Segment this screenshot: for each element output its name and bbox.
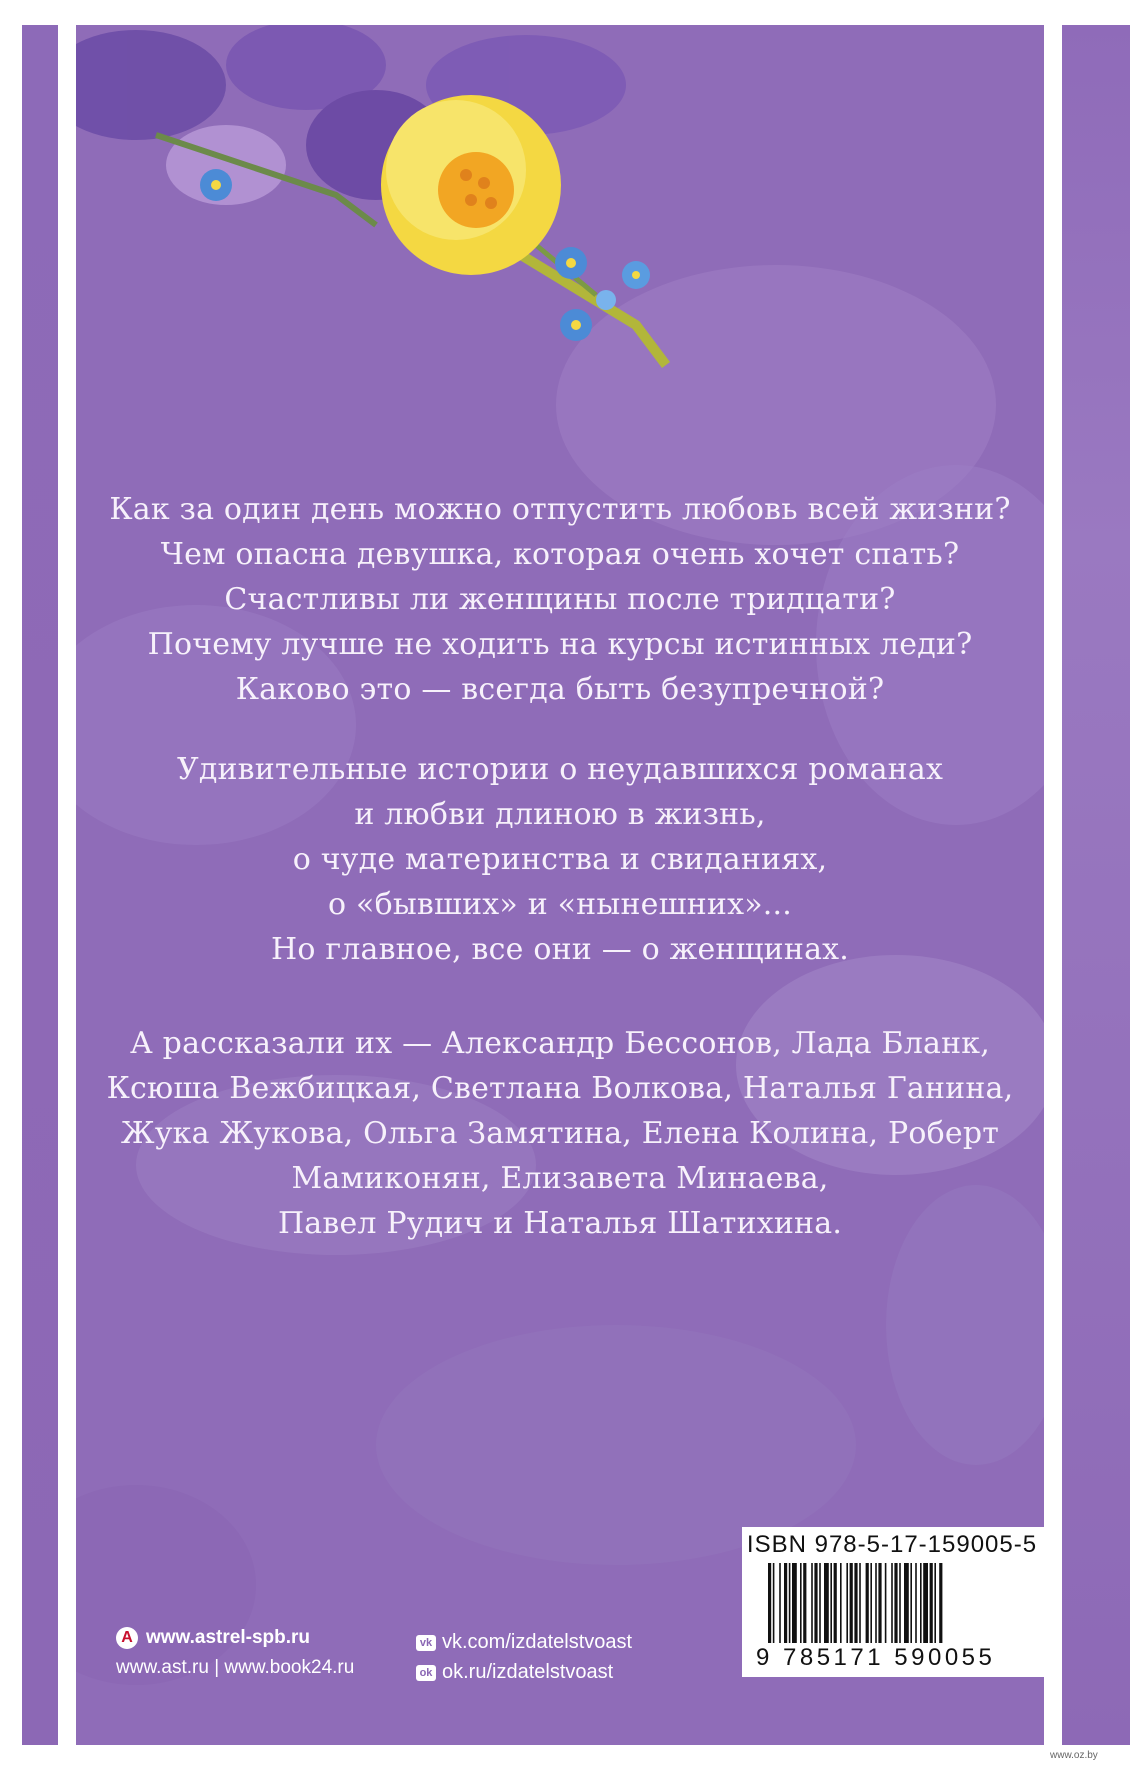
social-link-text: vk.com/izdatelstvoast xyxy=(442,1631,633,1653)
publisher-sites xyxy=(116,1627,354,1679)
publisher-main-site: www.astrel-spb.ru xyxy=(146,1627,310,1648)
flower-illustration xyxy=(76,25,1044,425)
blurb-line: Счастливы ли женщины после тридцати? xyxy=(224,582,896,617)
blurb-line: о «бывших» и «нынешних»... xyxy=(328,887,792,922)
blurb-authors xyxy=(76,1021,1044,1246)
barcode-bars xyxy=(768,1563,1028,1643)
blurb-line: Удивительные истории о неудавшихся романах xyxy=(176,752,944,787)
blurb-line: А рассказали их — Александр Бессонов, Лада Бланк, xyxy=(130,1026,990,1061)
isbn-number: ISBN 978-5-17-159005-5 xyxy=(746,1531,1038,1558)
blurb-line: и любви длиною в жизнь, xyxy=(354,797,766,832)
blurb-line: Ксюша Вежбицкая, Светлана Волкова, Наталья Ганина, xyxy=(106,1071,1014,1106)
ean-digits: 9 785171 590055 xyxy=(756,1644,996,1671)
blurb-line: Почему лучше не ходить на курсы истинных леди? xyxy=(147,627,973,662)
yellow-flower xyxy=(381,95,561,275)
social-row-vk xyxy=(416,1627,632,1657)
publisher-logo-icon: А xyxy=(116,1627,138,1649)
blurb-description xyxy=(76,747,1044,972)
vk-icon: vk xyxy=(416,1635,436,1651)
blurb-questions xyxy=(76,487,1044,712)
blurb-line: Как за один день можно отпустить любовь всей жизни? xyxy=(109,492,1011,527)
watermark: www.oz.by xyxy=(1050,1750,1098,1761)
social-link-text: ok.ru/izdatelstvoast xyxy=(442,1661,614,1683)
blurb-line: Каково это — всегда быть безупречной? xyxy=(235,672,885,707)
social-row-ok xyxy=(416,1657,632,1687)
blurb-line: Но главное, все они — о женщинах. xyxy=(270,932,850,967)
right-flap-strip xyxy=(1062,25,1130,1745)
left-flap-strip xyxy=(22,25,58,1745)
social-links xyxy=(416,1627,632,1687)
blurb-line: Мамиконян, Елизавета Минаева, xyxy=(291,1161,829,1196)
book-back-cover xyxy=(76,25,1044,1745)
blurb-line: Чем опасна девушка, которая очень хочет спать? xyxy=(160,537,960,572)
odnoklassniki-icon: ok xyxy=(416,1665,436,1681)
publisher-other-sites: www.ast.ru | www.book24.ru xyxy=(116,1657,355,1678)
blurb-line: о чуде материнства и свиданиях, xyxy=(292,842,828,877)
blurb-line: Жука Жукова, Ольга Замятина, Елена Колина, Роберт xyxy=(120,1116,1000,1151)
blurb-line: Павел Рудич и Наталья Шатихина. xyxy=(277,1206,843,1241)
isbn-barcode-box xyxy=(742,1527,1044,1677)
